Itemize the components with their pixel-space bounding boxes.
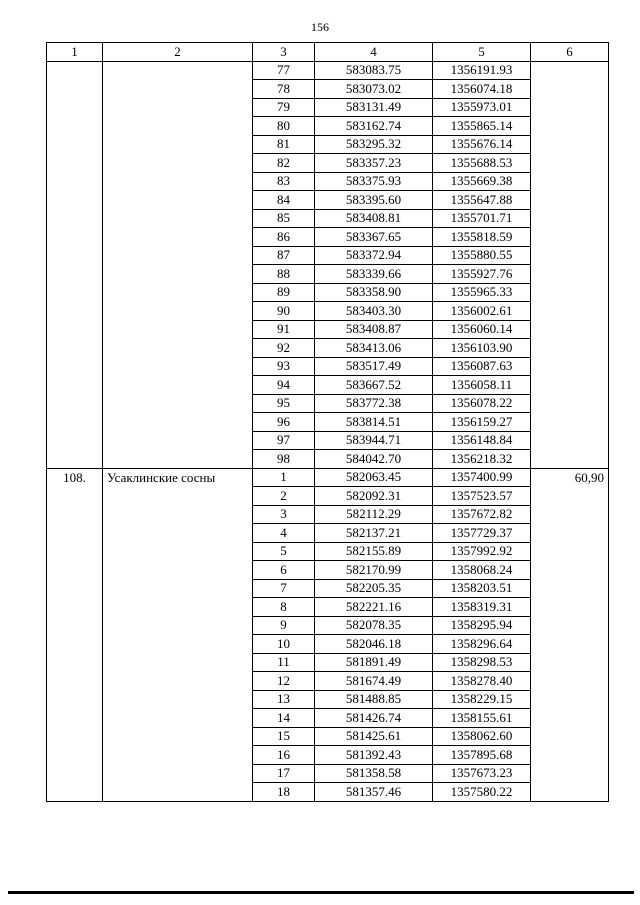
coord-y: 1358296.64 bbox=[433, 635, 531, 654]
point-number: 77 bbox=[253, 61, 315, 80]
coord-x: 583131.49 bbox=[315, 98, 433, 117]
coord-x: 582063.45 bbox=[315, 468, 433, 487]
table-row bbox=[47, 61, 609, 80]
coord-x: 582092.31 bbox=[315, 487, 433, 506]
coord-y: 1357992.92 bbox=[433, 542, 531, 561]
table-body bbox=[47, 61, 609, 801]
coord-x: 582112.29 bbox=[315, 505, 433, 524]
coord-y: 1355965.33 bbox=[433, 283, 531, 302]
point-number: 4 bbox=[253, 524, 315, 543]
object-area bbox=[531, 61, 609, 468]
coord-y: 1356103.90 bbox=[433, 339, 531, 358]
coord-x: 583408.81 bbox=[315, 209, 433, 228]
coord-y: 1357523.57 bbox=[433, 487, 531, 506]
coord-y: 1355818.59 bbox=[433, 228, 531, 247]
coord-y: 1355669.38 bbox=[433, 172, 531, 191]
header-col-2: 2 bbox=[103, 43, 253, 62]
coord-y: 1358229.15 bbox=[433, 690, 531, 709]
table-row bbox=[47, 468, 609, 487]
coord-y: 1357580.22 bbox=[433, 783, 531, 802]
coord-x: 583339.66 bbox=[315, 265, 433, 284]
point-number: 79 bbox=[253, 98, 315, 117]
coord-x: 583295.32 bbox=[315, 135, 433, 154]
coord-y: 1356191.93 bbox=[433, 61, 531, 80]
point-number: 87 bbox=[253, 246, 315, 265]
coord-x: 582046.18 bbox=[315, 635, 433, 654]
coord-x: 581674.49 bbox=[315, 672, 433, 691]
coord-y: 1356218.32 bbox=[433, 450, 531, 469]
point-number: 96 bbox=[253, 413, 315, 432]
coord-x: 583162.74 bbox=[315, 117, 433, 136]
object-number: 108. bbox=[47, 468, 103, 801]
point-number: 81 bbox=[253, 135, 315, 154]
coord-y: 1356074.18 bbox=[433, 80, 531, 99]
point-number: 82 bbox=[253, 154, 315, 173]
coord-x: 583814.51 bbox=[315, 413, 433, 432]
point-number: 98 bbox=[253, 450, 315, 469]
point-number: 12 bbox=[253, 672, 315, 691]
coord-x: 583413.06 bbox=[315, 339, 433, 358]
point-number: 6 bbox=[253, 561, 315, 580]
coord-y: 1357400.99 bbox=[433, 468, 531, 487]
header-col-5: 5 bbox=[433, 43, 531, 62]
coord-y: 1356159.27 bbox=[433, 413, 531, 432]
coord-y: 1355927.76 bbox=[433, 265, 531, 284]
coord-y: 1355701.71 bbox=[433, 209, 531, 228]
coord-y: 1356002.61 bbox=[433, 302, 531, 321]
coord-x: 581425.61 bbox=[315, 727, 433, 746]
coord-y: 1355688.53 bbox=[433, 154, 531, 173]
object-name bbox=[103, 61, 253, 468]
coord-x: 581357.46 bbox=[315, 783, 433, 802]
point-number: 3 bbox=[253, 505, 315, 524]
coord-x: 583357.23 bbox=[315, 154, 433, 173]
point-number: 17 bbox=[253, 764, 315, 783]
object-area: 60,90 bbox=[531, 468, 609, 801]
coord-x: 583403.30 bbox=[315, 302, 433, 321]
point-number: 80 bbox=[253, 117, 315, 136]
point-number: 11 bbox=[253, 653, 315, 672]
coord-y: 1358062.60 bbox=[433, 727, 531, 746]
coord-x: 581358.58 bbox=[315, 764, 433, 783]
coord-y: 1355973.01 bbox=[433, 98, 531, 117]
object-name: Усаклинские сосны bbox=[103, 468, 253, 801]
coord-y: 1355865.14 bbox=[433, 117, 531, 136]
point-number: 5 bbox=[253, 542, 315, 561]
coord-x: 584042.70 bbox=[315, 450, 433, 469]
coord-y: 1357673.23 bbox=[433, 764, 531, 783]
coord-x: 583517.49 bbox=[315, 357, 433, 376]
coord-x: 583408.87 bbox=[315, 320, 433, 339]
object-number bbox=[47, 61, 103, 468]
coord-y: 1357672.82 bbox=[433, 505, 531, 524]
coord-x: 581891.49 bbox=[315, 653, 433, 672]
point-number: 88 bbox=[253, 265, 315, 284]
coord-x: 583358.90 bbox=[315, 283, 433, 302]
coord-y: 1358203.51 bbox=[433, 579, 531, 598]
coord-x: 583667.52 bbox=[315, 376, 433, 395]
point-number: 86 bbox=[253, 228, 315, 247]
coord-y: 1355647.88 bbox=[433, 191, 531, 210]
coord-y: 1356058.11 bbox=[433, 376, 531, 395]
header-col-1: 1 bbox=[47, 43, 103, 62]
point-number: 14 bbox=[253, 709, 315, 728]
coord-y: 1358298.53 bbox=[433, 653, 531, 672]
coord-y: 1355880.55 bbox=[433, 246, 531, 265]
coord-x: 583372.94 bbox=[315, 246, 433, 265]
point-number: 8 bbox=[253, 598, 315, 617]
coord-x: 581392.43 bbox=[315, 746, 433, 765]
point-number: 97 bbox=[253, 431, 315, 450]
header-col-6: 6 bbox=[531, 43, 609, 62]
point-number: 92 bbox=[253, 339, 315, 358]
coord-y: 1356148.84 bbox=[433, 431, 531, 450]
coord-x: 583375.93 bbox=[315, 172, 433, 191]
coord-x: 583772.38 bbox=[315, 394, 433, 413]
coord-x: 582078.35 bbox=[315, 616, 433, 635]
point-number: 89 bbox=[253, 283, 315, 302]
point-number: 10 bbox=[253, 635, 315, 654]
coord-x: 583367.65 bbox=[315, 228, 433, 247]
coord-y: 1358068.24 bbox=[433, 561, 531, 580]
coord-y: 1358319.31 bbox=[433, 598, 531, 617]
point-number: 9 bbox=[253, 616, 315, 635]
coord-y: 1355676.14 bbox=[433, 135, 531, 154]
point-number: 7 bbox=[253, 579, 315, 598]
coord-x: 581488.85 bbox=[315, 690, 433, 709]
coord-y: 1356087.63 bbox=[433, 357, 531, 376]
header-col-3: 3 bbox=[253, 43, 315, 62]
point-number: 13 bbox=[253, 690, 315, 709]
point-number: 91 bbox=[253, 320, 315, 339]
point-number: 94 bbox=[253, 376, 315, 395]
coordinates-table bbox=[46, 42, 609, 802]
header-col-4: 4 bbox=[315, 43, 433, 62]
coord-x: 583073.02 bbox=[315, 80, 433, 99]
table-header-row bbox=[47, 43, 609, 62]
coord-y: 1357729.37 bbox=[433, 524, 531, 543]
point-number: 93 bbox=[253, 357, 315, 376]
coord-y: 1357895.68 bbox=[433, 746, 531, 765]
point-number: 83 bbox=[253, 172, 315, 191]
coord-y: 1356078.22 bbox=[433, 394, 531, 413]
coord-y: 1356060.14 bbox=[433, 320, 531, 339]
point-number: 78 bbox=[253, 80, 315, 99]
coord-y: 1358278.40 bbox=[433, 672, 531, 691]
point-number: 84 bbox=[253, 191, 315, 210]
coord-x: 583395.60 bbox=[315, 191, 433, 210]
coord-x: 583083.75 bbox=[315, 61, 433, 80]
point-number: 1 bbox=[253, 468, 315, 487]
coord-y: 1358155.61 bbox=[433, 709, 531, 728]
coord-x: 582137.21 bbox=[315, 524, 433, 543]
coord-y: 1358295.94 bbox=[433, 616, 531, 635]
coord-x: 582155.89 bbox=[315, 542, 433, 561]
coord-x: 582205.35 bbox=[315, 579, 433, 598]
bottom-divider bbox=[8, 891, 634, 894]
coord-x: 583944.71 bbox=[315, 431, 433, 450]
point-number: 2 bbox=[253, 487, 315, 506]
point-number: 16 bbox=[253, 746, 315, 765]
coord-x: 582170.99 bbox=[315, 561, 433, 580]
coord-x: 582221.16 bbox=[315, 598, 433, 617]
point-number: 95 bbox=[253, 394, 315, 413]
coord-x: 581426.74 bbox=[315, 709, 433, 728]
point-number: 15 bbox=[253, 727, 315, 746]
page-number: 156 bbox=[311, 20, 329, 34]
point-number: 85 bbox=[253, 209, 315, 228]
point-number: 90 bbox=[253, 302, 315, 321]
point-number: 18 bbox=[253, 783, 315, 802]
